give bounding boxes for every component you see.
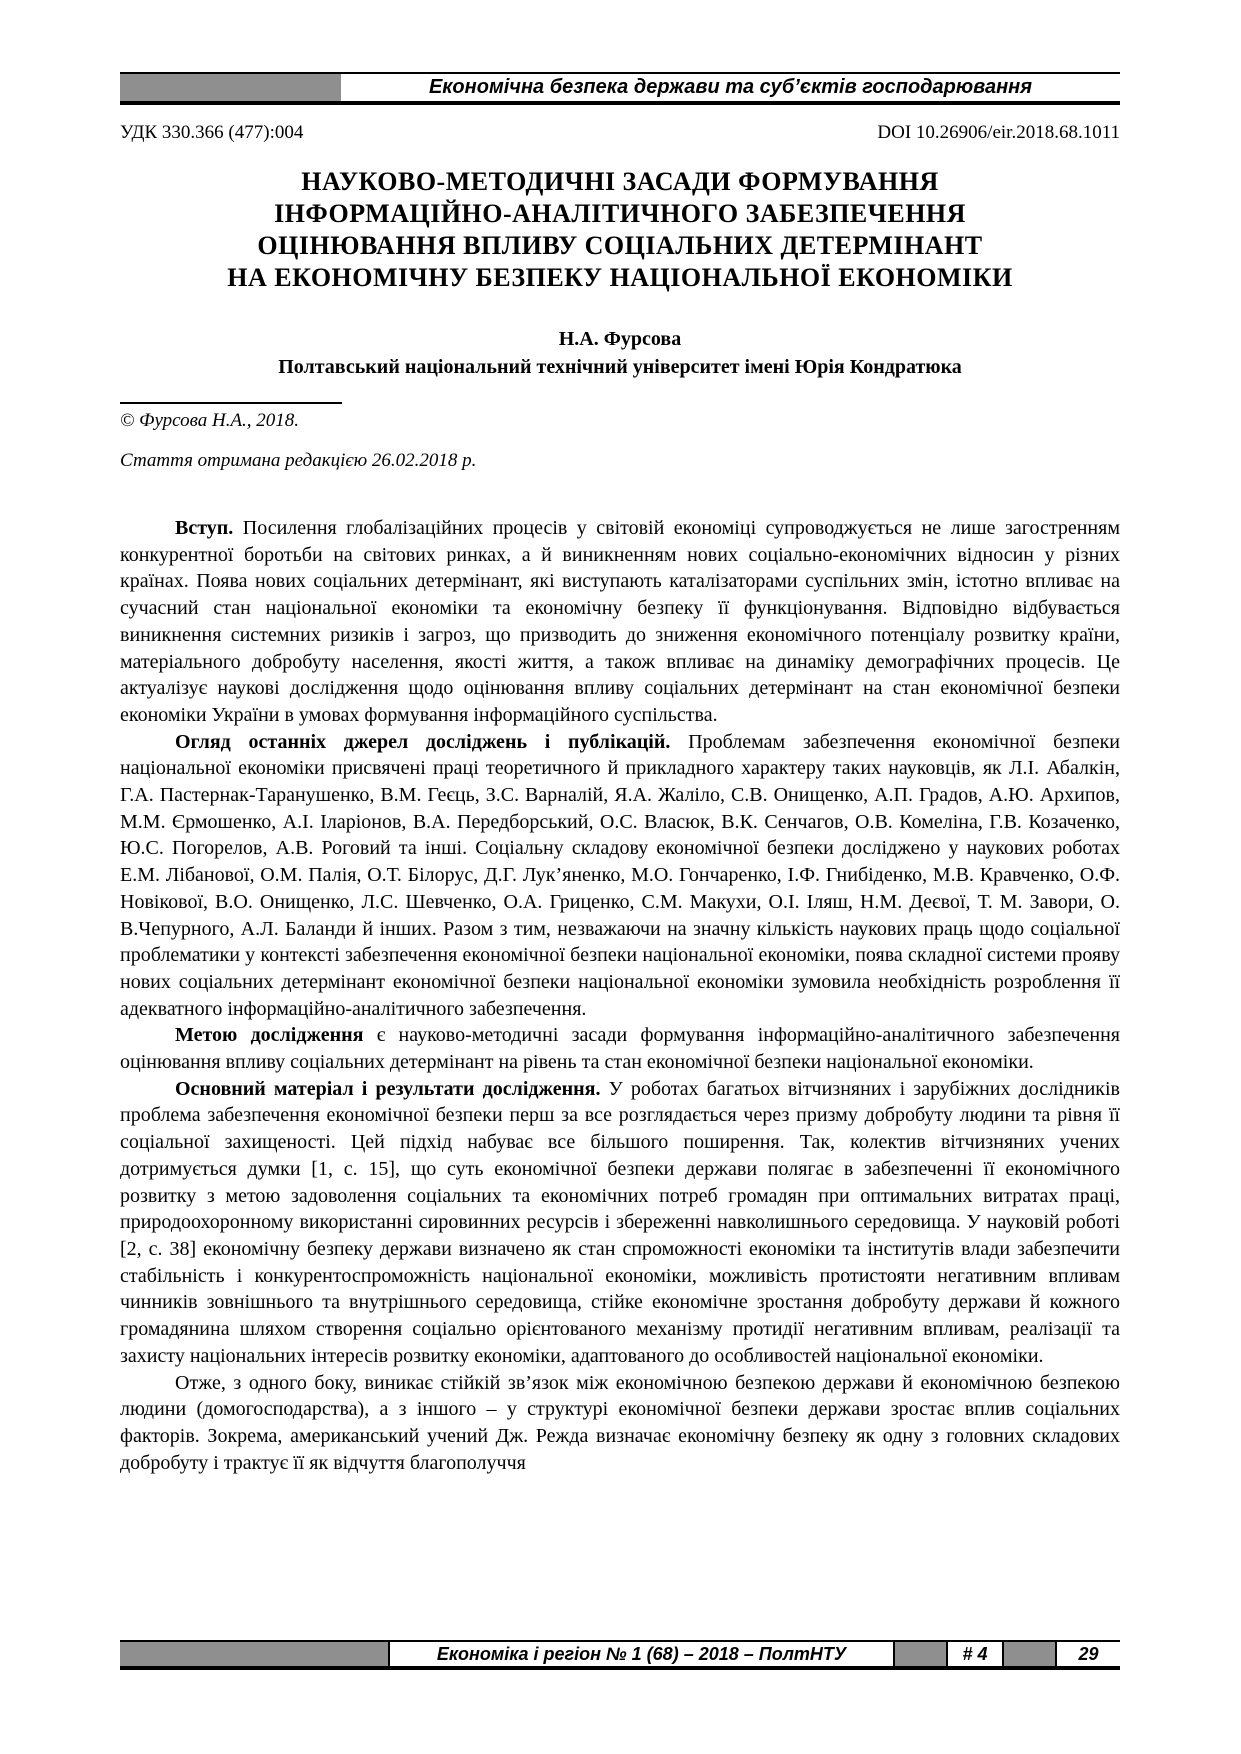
- header-gray-block: [120, 74, 341, 101]
- footer-gray-separator-1: [893, 1642, 946, 1666]
- footer-page-number: 29: [1055, 1642, 1120, 1666]
- footer-gray-separator-2: [1002, 1642, 1055, 1666]
- running-header: [120, 72, 1120, 105]
- paragraph-lead: Вступ.: [175, 517, 234, 539]
- doi-code: DOI 10.26906/eir.2018.68.1011: [877, 122, 1120, 143]
- meta-row: [120, 122, 1120, 144]
- paragraph-text: У роботах багатьох вітчизняних і зарубіжних дослідників проблема забезпечення економічної безпеки перш за все розглядається через призму добробуту людини та рівня її соціальної захищеності. Цей підхід набуває все більшого поширення. Так, колектив вітчизняних учених дотримується думки [1, с. 15], що суть економічної безпеки держави полягає в забезпеченні її економічного розвитку з метою задоволення соціальних та економічних потреб громадян при оптимальних витратах праці, природоохоронному використанні сировинних ресурсів і збереженні навколишнього середовища. У науковій роботі [2, с. 38] економічну безпеку держави визначено як стан спроможності економіки та інститутів влади забезпечити стабільність і конкурентоспроможність національної економіки, можливість протистояти негативним впливам чинників зовнішнього та внутрішнього середовища, стійке економічне зростання добробуту держави й кожного громадянина шляхом створення соціально орієнтованого механізму протидії негативним впливам, реалізації та захисту національних інтересів розвитку економіки, адаптованого до особливостей національної економіки.: [120, 1077, 1120, 1367]
- title-line-1: НАУКОВО-МЕТОДИЧНІ ЗАСАДИ ФОРМУВАННЯ: [301, 167, 939, 196]
- footnote-divider: [120, 402, 342, 404]
- paragraph-lead: Основний матеріал і результати дослідження.: [175, 1077, 601, 1100]
- paragraph-lead: Огляд останніх джерел досліджень і публікацій.: [175, 730, 671, 753]
- title-line-3: ОЦІНЮВАННЯ ВПЛИВУ СОЦІАЛЬНИХ ДЕТЕРМІНАНТ: [257, 231, 983, 260]
- paragraph-main-material: [120, 1076, 1120, 1370]
- footer-issue-number: # 4: [946, 1642, 1002, 1666]
- paragraph-conclusion-link: [120, 1370, 1120, 1477]
- section-title: Економічна безпека держави та суб’єктів господарювання: [428, 76, 1033, 98]
- footer-journal-title: Економіка і регіон № 1 (68) – 2018 – ПолтНТУ: [388, 1642, 893, 1666]
- page-content: [120, 72, 1120, 1476]
- paragraph-review: [120, 729, 1120, 1023]
- title-line-2: ІНФОРМАЦІЙНО-АНАЛІТИЧНОГО ЗАБЕЗПЕЧЕННЯ: [274, 199, 966, 228]
- paragraph-lead: Метою дослідження: [175, 1024, 364, 1047]
- paragraph-text: є науково-методичні засади формування інформаційно-аналітичного забезпечення оцінювання впливу соціальних детермінант на рівень та стан економічної безпеки національної економіки.: [120, 1024, 1120, 1074]
- paragraph-intro: [120, 515, 1120, 729]
- footer-gray-block: [120, 1642, 388, 1666]
- article-body: [120, 515, 1120, 1476]
- paragraph-text: Проблемам забезпечення економічної безпеки національної економіки присвячені праці теоретичного й прикладного характеру таких науковців, як Л.І. Абалкін, Г.А. Пастернак-Таранушенко, В.М. Геєць, З.С. Варналій, Я.А. Жаліло, С.В. Онищенко, А.П. Градов, А.Ю. Архипов, М.М. Єрмошенко, А.І. Іларіонов, В.А. Передборський, О.С. Власюк, В.К. Сенчагов, О.В. Комеліна, Г.В. Козаченко, Ю.С. Погорелов, А.В. Роговий та інші. Соціальну складову економічної безпеки досліджено у наукових роботах Е.М. Лібанової, О.М. Палія, О.Т. Білорус, Д.Г. Лук’яненко, М.О. Гончаренко, І.Ф. Гнибіденко, М.В. Кравченко, О.Ф. Новікової, В.О. Онищенко, Л.С. Шевченко, О.А. Гриценко, С.М. Макухи, О.І. Іляш, Н.М. Деєвої, Т. М. Завори, О. В.Чепурного, А.Л. Баланди й інших. Разом з тим, незважаючи на значну кількість наукових праць щодо соціальної проблематики у контексті забезпечення економічної безпеки національної економіки, поява складної системи прояву нових соціальних детермінант економічної безпеки національної економіки зумовила необхідність розроблення її адекватного інформаційно-аналітичного забезпечення.: [120, 730, 1121, 1020]
- paragraph-text: Посилення глобалізаційних процесів у світовій економіці супроводжується не лише загостренням конкурентної боротьби на світових ринках, а й виникненням нових соціально-економічних відносин у різних країнах. Поява нових соціальних детермінант, які виступають каталізаторами суспільних змін, істотно впливає на сучасний стан національної економіки та економічну безпеку її функціонування. Відповідно відбувається виникнення системних ризиків і загроз, що призводить до зниження економічного потенціалу розвитку країни, матеріального добробуту населення, якості життя, а також впливає на динаміку демографічних процесів. Це актуалізує наукові дослідження щодо оцінювання впливу соціальних детермінант на стан економічної безпеки економіки України в умовах формування інформаційного суспільства.: [120, 517, 1120, 726]
- paragraph-goal: [120, 1022, 1120, 1075]
- received-date-line: Стаття отримана редакцією 26.02.2018 р.: [120, 450, 477, 471]
- paragraph-text: Отже, з одного боку, виникає стійкій зв’язок між економічною безпекою держави й економічною безпекою людини (домогосподарства), а з іншого – у структурі економічної безпеки держави зростає вплив соціальних факторів. Зокрема, американський учений Дж. Режда визначає економічну безпеку як одну з головних складових добробуту і трактує її як відчуття благополуччя: [120, 1371, 1120, 1474]
- title-line-4: НА ЕКОНОМІЧНУ БЕЗПЕКУ НАЦІОНАЛЬНОЇ ЕКОНОМІКИ: [227, 263, 1013, 292]
- article-title: [120, 166, 1120, 294]
- page-footer: [120, 1640, 1120, 1670]
- author-name: Н.А. Фурсова: [558, 328, 682, 350]
- copyright-line: © Фурсова Н.А., 2018.: [120, 410, 300, 431]
- author-affiliation: Полтавський національний технічний університет імені Юрія Кондратюка: [278, 356, 962, 378]
- udc-code: УДК 330.366 (477):004: [120, 122, 304, 143]
